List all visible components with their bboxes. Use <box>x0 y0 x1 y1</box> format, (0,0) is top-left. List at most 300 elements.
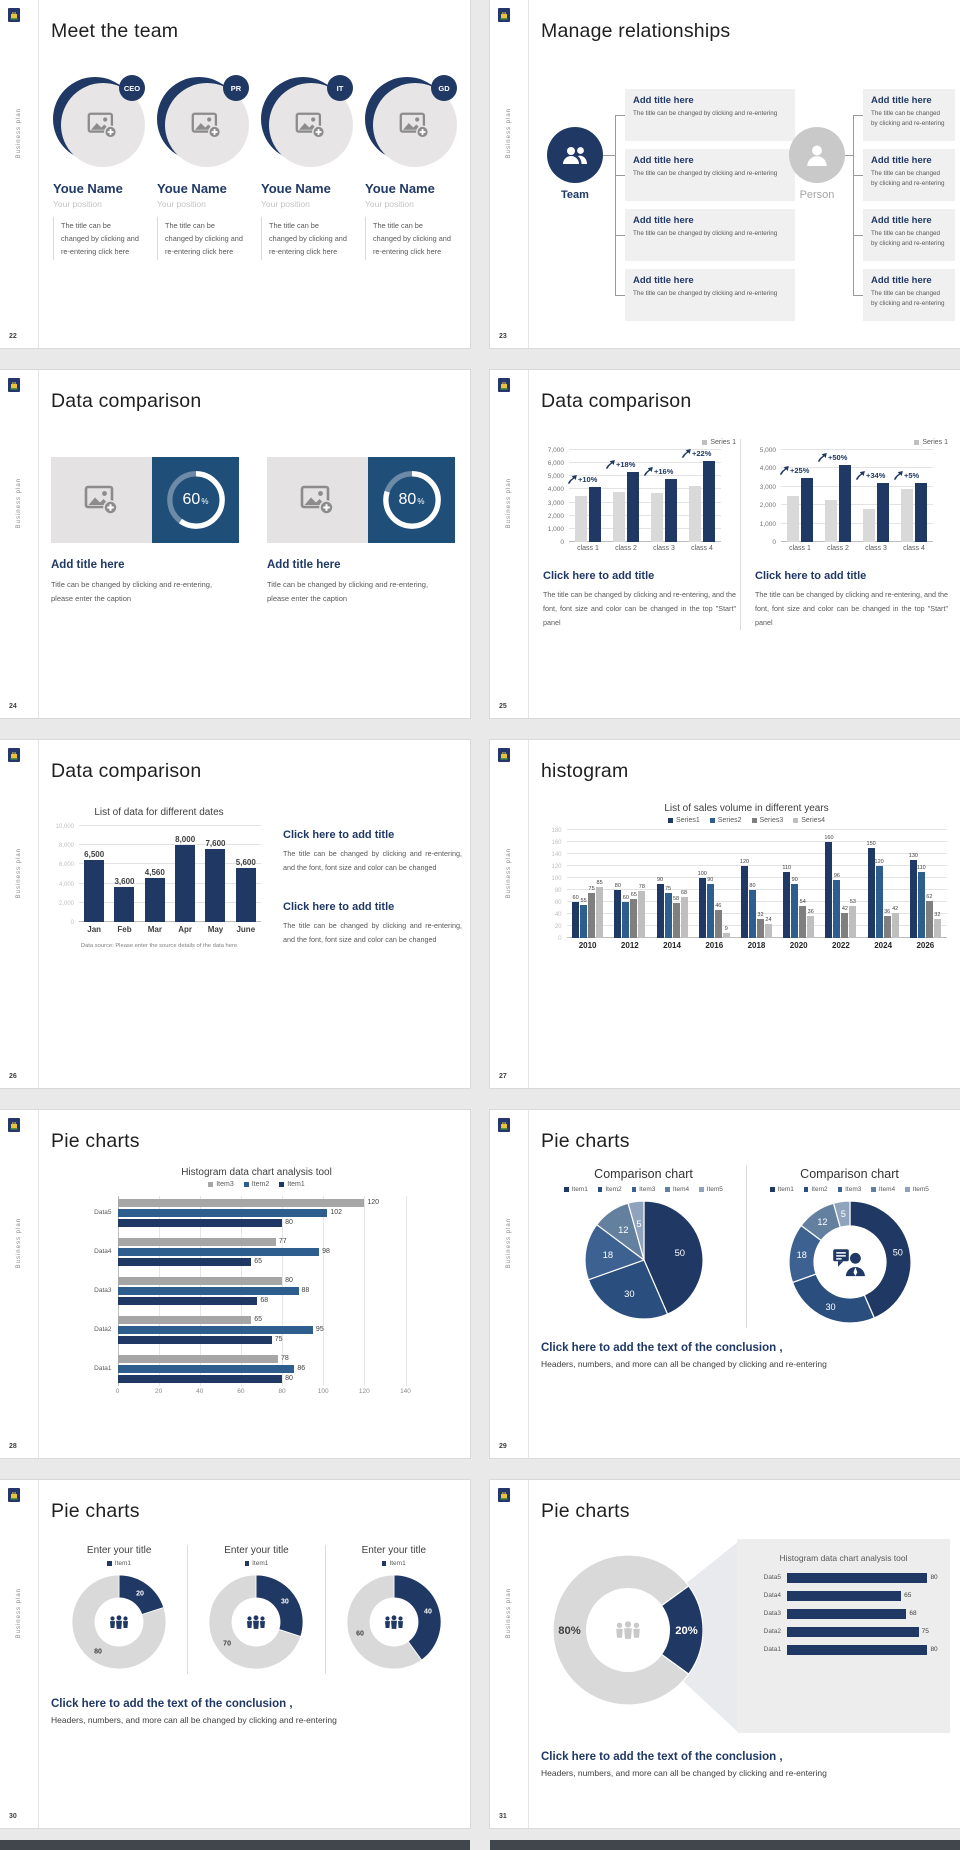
legend-swatch-icon <box>905 1187 910 1192</box>
add-title-box <box>625 209 795 261</box>
svg-text:50: 50 <box>674 1246 685 1258</box>
sidebar-vertical-text: Business plan <box>16 1218 22 1269</box>
bar: 90 <box>707 884 714 938</box>
chart-title: Histogram data chart analysis tool <box>181 1167 332 1178</box>
box-desc: The title can be changed by clicking and re-entering <box>871 290 945 307</box>
chart-legend <box>541 1186 746 1193</box>
pct-annotation: +50% <box>817 452 847 462</box>
slide-rail <box>0 370 39 718</box>
legend-swatch-icon <box>279 1182 284 1187</box>
bar: 96 <box>833 880 840 938</box>
chart-legend <box>543 439 736 446</box>
slide-title: Data comparison <box>541 390 692 412</box>
chart-legend <box>747 1186 952 1193</box>
legend-swatch-icon <box>245 1561 250 1566</box>
sidebar-vertical-text: Business plan <box>506 478 512 529</box>
bar: 60 <box>622 902 629 938</box>
svg-text:12: 12 <box>816 1216 827 1227</box>
bar: 120 <box>876 866 883 938</box>
slide-title: Pie charts <box>51 1130 140 1152</box>
person-icon <box>804 142 830 168</box>
svg-text:80%: 80% <box>558 1624 581 1637</box>
page-number: 31 <box>499 1813 507 1820</box>
bar <box>118 1277 283 1285</box>
bar: 60 <box>572 902 579 938</box>
svg-text:20%: 20% <box>675 1624 698 1637</box>
legend-item: Item3 <box>632 1186 656 1193</box>
chart-legend <box>326 1560 462 1567</box>
member-position: Your position <box>53 199 102 209</box>
team-member-card <box>261 75 355 260</box>
bar <box>575 496 587 542</box>
caption-text: The title can be changed by clicking and re-entering, and the font, font size and color can be changed in the top "Start" panel <box>543 590 736 628</box>
legend-swatch-icon <box>793 818 798 823</box>
bar: 46 <box>715 910 722 938</box>
chart-title: List of sales volume in different years <box>664 803 829 814</box>
svg-text:30: 30 <box>281 1598 290 1606</box>
image-placeholder-icon <box>295 112 327 139</box>
role-badge: CEO <box>119 75 145 101</box>
donut-panel <box>51 1545 187 1674</box>
donut-title: Enter your title <box>86 1545 152 1556</box>
caption-title: Click here to add title <box>543 570 655 582</box>
svg-text:5: 5 <box>635 1218 642 1230</box>
next-row-slide-top[interactable] <box>490 1840 960 1850</box>
legend-item: Item1 <box>382 1560 406 1567</box>
people-group-icon <box>381 1613 407 1630</box>
caption-title: Click here to add title <box>283 829 395 841</box>
team-icon-circle <box>547 127 603 183</box>
increase-arrow-icon <box>605 459 615 469</box>
increase-arrow-icon <box>567 474 577 484</box>
slide-rail <box>0 0 39 348</box>
pie-panel <box>746 1165 952 1328</box>
member-desc: The title can be changed by clicking and re-entering click here <box>157 217 243 260</box>
sidebar-vertical-text: Business plan <box>506 1218 512 1269</box>
sidebar-vertical-text: Business plan <box>506 108 512 159</box>
legend-swatch-icon <box>804 1187 809 1192</box>
bar <box>877 483 889 542</box>
slide-thumbnail-27[interactable] <box>490 740 960 1088</box>
percent-ring-panel <box>152 457 239 543</box>
relationship-diagram <box>541 49 952 335</box>
connector-line <box>853 115 863 116</box>
legend-swatch-icon <box>208 1182 213 1187</box>
histogram-panel <box>541 803 952 959</box>
page-number: 25 <box>499 703 507 710</box>
legend-swatch-icon <box>871 1187 876 1192</box>
bar: 53 <box>849 906 856 938</box>
member-name: Youe Name <box>53 181 123 196</box>
bar <box>118 1336 272 1344</box>
legend-item: Item4 <box>871 1186 895 1193</box>
increase-arrow-icon <box>681 448 691 458</box>
sidebar-vertical-text: Business plan <box>16 1588 22 1639</box>
box-desc: The title can be changed by clicking and re-entering <box>871 230 945 247</box>
pct-annotation: +5% <box>893 470 919 480</box>
bar <box>118 1316 252 1324</box>
slide-thumbnail-28[interactable] <box>0 1110 470 1458</box>
bar <box>118 1297 258 1305</box>
bar: 100 <box>699 878 706 938</box>
bar <box>613 492 625 542</box>
legend-swatch-icon <box>382 1561 387 1566</box>
bar <box>118 1209 328 1217</box>
team-label: Team <box>561 189 589 201</box>
box-title: Add title here <box>633 155 694 166</box>
team-member-card <box>53 75 147 260</box>
legend-swatch-icon <box>107 1561 112 1566</box>
legend-item: Item5 <box>699 1186 723 1193</box>
legend-item: Series3 <box>752 817 784 824</box>
slide-thumbnail-24[interactable] <box>0 370 470 718</box>
bar: 32 <box>757 919 764 938</box>
chart-legend <box>188 1560 324 1567</box>
slide-thumbnail-22[interactable] <box>0 0 470 348</box>
box-title: Add title here <box>871 95 932 106</box>
donut-to-bars-diagram <box>541 1533 952 1741</box>
donut-title: Enter your title <box>361 1545 427 1556</box>
role-badge: GD <box>431 75 457 101</box>
slide-title: Pie charts <box>541 1500 630 1522</box>
legend-item: Series1 <box>668 817 700 824</box>
svg-text:30: 30 <box>824 1301 836 1312</box>
pie-title: Comparison chart <box>800 1167 899 1181</box>
conclusion-text: Headers, numbers, and more can all be changed by clicking and re-entering <box>541 1359 827 1369</box>
horizontal-bar-chart: 0 20 40 60 80 100 120 140 Data5 120 102 80 Data4 77 98 65 Data3 80 88 68 Data2 65 95 75 Data1 78 86 80 <box>82 1196 432 1400</box>
slide-title: Meet the team <box>51 20 179 42</box>
logo-icon <box>498 748 510 762</box>
pie-panel <box>541 1165 746 1328</box>
legend-swatch-icon <box>838 1187 843 1192</box>
legend-item: Item4 <box>665 1186 689 1193</box>
pct-annotation: +25% <box>779 465 809 475</box>
legend-item: Item1 <box>245 1560 269 1567</box>
slide-rail <box>490 1480 529 1828</box>
slide-title: Manage relationships <box>541 20 731 42</box>
member-position: Your position <box>365 199 414 209</box>
logo-icon <box>8 1488 20 1502</box>
svg-text:30: 30 <box>623 1287 635 1299</box>
bar <box>118 1365 295 1373</box>
legend-swatch-icon <box>770 1187 775 1192</box>
caption-title: Click here to add title <box>755 570 867 582</box>
add-title-box <box>863 269 955 321</box>
team-members <box>51 75 462 260</box>
legend-swatch-icon <box>244 1182 249 1187</box>
bar: 58 <box>673 903 680 938</box>
bar: 75 <box>588 893 595 938</box>
bar <box>703 461 715 542</box>
connector-line <box>853 295 863 296</box>
column-chart: 0 2,000 4,000 6,000 8,000 10,000 6,500 3,600 4,560 8,000 7,600 5,600 Jan Feb Mar Apr May June <box>51 826 261 937</box>
bar <box>118 1326 313 1334</box>
comparison-cards <box>51 457 462 607</box>
sidebar-vertical-text: Business plan <box>506 1588 512 1639</box>
member-position: Your position <box>261 199 310 209</box>
conclusion-text: Headers, numbers, and more can all be changed by clicking and re-entering <box>541 1768 827 1778</box>
person-icon-circle <box>789 127 845 183</box>
bar: 80 <box>749 890 756 938</box>
logo-icon <box>8 1118 20 1132</box>
connector-line <box>603 155 615 156</box>
slide-thumbnail-23[interactable] <box>490 0 960 348</box>
bar <box>901 489 913 542</box>
bar: 90 <box>791 884 798 938</box>
connector-line <box>845 155 853 156</box>
conclusion-text: Headers, numbers, and more can all be changed by clicking and re-entering <box>51 1715 337 1725</box>
logo-icon <box>8 8 20 22</box>
chart-panel <box>740 439 952 630</box>
image-placeholder-icon <box>399 112 431 139</box>
horizontal-bar-chart: Data5 80 Data4 65 Data3 68 Data2 75 Data1 80 <box>763 1573 938 1653</box>
chart-panels <box>541 439 952 630</box>
conclusion <box>541 1751 952 1778</box>
legend-item: Series2 <box>710 817 742 824</box>
legend-item: Item3 <box>208 1181 234 1188</box>
bar <box>118 1258 252 1266</box>
next-row-slide-top[interactable] <box>0 1840 470 1850</box>
bar <box>651 493 663 542</box>
legend-item: Item2 <box>598 1186 622 1193</box>
column-chart: 0 1,000 2,000 3,000 4,000 5,000 +25% +50% +34% +5% class 1 class 2 class 3 class 4 <box>755 450 933 558</box>
member-desc: The title can be changed by clicking and re-entering click here <box>53 217 139 260</box>
percent-ring-panel <box>368 457 455 543</box>
slide-title: Data comparison <box>51 760 202 782</box>
card-title: Add title here <box>267 559 341 571</box>
sidebar-vertical-text: Business plan <box>16 478 22 529</box>
increase-arrow-icon <box>643 466 653 476</box>
bar <box>689 486 701 543</box>
pct-annotation: +18% <box>605 459 635 469</box>
connector-line <box>615 295 625 296</box>
bar: 75 <box>665 893 672 938</box>
bar <box>787 1591 901 1601</box>
bar: 130 <box>910 860 917 938</box>
chart-legend <box>541 817 952 824</box>
legend-swatch-icon <box>564 1187 569 1192</box>
bar: 80 <box>614 890 621 938</box>
bar: 8,000 <box>175 845 195 922</box>
card-desc: Title can be changed by clicking and re-entering, please enter the caption <box>51 580 213 604</box>
column-chart: 0 1,000 2,000 3,000 4,000 5,000 6,000 7,000 +10% +18% +16% +22% class 1 class 2 class 3 class 4 <box>543 450 721 558</box>
slide-title: histogram <box>541 760 629 782</box>
bar: 90 <box>657 884 664 938</box>
avatar <box>261 75 355 169</box>
page-number: 27 <box>499 1073 507 1080</box>
image-placeholder-icon <box>191 112 223 139</box>
team-member-card <box>157 75 251 260</box>
avatar <box>53 75 147 169</box>
legend-item: Item1 <box>564 1186 588 1193</box>
box-desc: The title can be changed by clicking and re-entering <box>633 110 778 117</box>
page-number: 26 <box>9 1073 17 1080</box>
legend-item: Item1 <box>770 1186 794 1193</box>
bar: 62 <box>926 901 933 938</box>
pct-annotation: +10% <box>567 474 597 484</box>
slide-title: Pie charts <box>51 1500 140 1522</box>
add-title-box <box>625 269 795 321</box>
bar: 5,600 <box>236 868 256 922</box>
bar <box>665 479 677 542</box>
slide-thumbnail-26[interactable] <box>0 740 470 1088</box>
logo-icon <box>498 378 510 392</box>
legend-item: Item1 <box>279 1181 305 1188</box>
slide-thumbnail-31[interactable] <box>490 1480 960 1828</box>
box-desc: The title can be changed by clicking and re-entering <box>871 110 945 127</box>
legend-item: Item2 <box>804 1186 828 1193</box>
legend-swatch-icon <box>699 1187 704 1192</box>
legend-item: Item3 <box>838 1186 862 1193</box>
chart-title: Histogram data chart analysis tool <box>779 1553 908 1563</box>
page-number: 23 <box>499 333 507 340</box>
member-name: Youe Name <box>365 181 435 196</box>
caption-text: The title can be changed by clicking and re-entering, and the font, font size and color can be changed <box>283 849 462 873</box>
conclusion-title: Click here to add the text of the conclusion , <box>51 1698 293 1710</box>
donut-panel <box>325 1545 462 1674</box>
svg-text:80: 80 <box>94 1648 103 1656</box>
bar: 24 <box>765 924 772 938</box>
box-title: Add title here <box>633 215 694 226</box>
caption-block <box>283 829 462 875</box>
page-number: 29 <box>499 1443 507 1450</box>
donut-title: Enter your title <box>224 1545 289 1556</box>
increase-arrow-icon <box>893 470 903 480</box>
slide-thumbnail-30[interactable] <box>0 1480 470 1828</box>
logo-icon <box>8 378 20 392</box>
bar: 9 <box>723 933 730 938</box>
bar: 65 <box>630 899 637 938</box>
legend-swatch-icon <box>665 1187 670 1192</box>
bar: 110 <box>918 872 925 938</box>
donut-panels <box>51 1545 462 1674</box>
people-group-icon <box>106 1613 132 1630</box>
member-desc: The title can be changed by clicking and re-entering click here <box>261 217 347 260</box>
slide-rail <box>490 370 529 718</box>
slide-rail <box>0 1480 39 1828</box>
slide-rail <box>490 0 529 348</box>
slide-title: Data comparison <box>51 390 202 412</box>
bar: 120 <box>741 866 748 938</box>
legend-swatch-icon <box>632 1187 637 1192</box>
logo-icon <box>498 1118 510 1132</box>
chart-legend <box>51 1181 462 1188</box>
svg-text:5: 5 <box>840 1208 846 1219</box>
image-placeholder-icon <box>84 485 120 515</box>
member-desc: The title can be changed by clicking and re-entering click here <box>365 217 451 260</box>
connector-line <box>853 175 863 176</box>
bar <box>118 1219 283 1227</box>
image-placeholder-icon <box>87 112 119 139</box>
connector-line <box>853 235 863 236</box>
bar-chart-panel <box>51 807 267 949</box>
svg-text:60: 60 <box>355 1630 364 1638</box>
pie-panels <box>541 1165 952 1328</box>
logo-icon <box>498 8 510 22</box>
consultant-icon <box>832 1248 868 1277</box>
image-placeholder-icon <box>300 485 336 515</box>
add-title-box <box>625 89 795 141</box>
connector-line <box>615 235 625 236</box>
conclusion-title: Click here to add the text of the conclusion , <box>541 1751 783 1763</box>
legend-swatch-icon <box>752 818 757 823</box>
column-chart: 0 20 40 60 80 100 120 140 160 180 60 55 75 85 80 60 65 78 90 75 58 68 100 90 46 9 120 80 32 24 110 90 54 36 160 96 42 53 150 120 36 42 130 110 62 32 2010 2012 2014 2016 2018 2020 2022 2024 2026 <box>547 830 947 954</box>
caption-column <box>267 807 462 949</box>
pct-annotation: +34% <box>855 470 885 480</box>
bar <box>787 1627 919 1637</box>
conclusion <box>541 1342 952 1369</box>
bar <box>825 500 837 542</box>
team-icon <box>560 145 590 165</box>
member-name: Youe Name <box>157 181 227 196</box>
pct-annotation: +22% <box>681 448 711 458</box>
add-title-box <box>625 149 795 201</box>
slide-thumbnail-25[interactable] <box>490 370 960 718</box>
people-group-icon <box>243 1613 269 1630</box>
bar <box>787 1609 906 1619</box>
conclusion <box>51 1698 462 1725</box>
slide-rail <box>0 740 39 1088</box>
page-number: 28 <box>9 1443 17 1450</box>
increase-arrow-icon <box>817 452 827 462</box>
person-label: Person <box>799 189 835 201</box>
box-title: Add title here <box>633 95 694 106</box>
caption-block <box>283 901 462 947</box>
bar: 36 <box>807 916 814 938</box>
box-title: Add title here <box>871 275 932 286</box>
add-title-box <box>863 149 955 201</box>
box-title: Add title here <box>871 155 932 166</box>
hbar-chart-panel <box>51 1167 462 1405</box>
conclusion-title: Click here to add the text of the conclusion , <box>541 1342 783 1354</box>
mini-bar-panel <box>737 1539 950 1733</box>
bar: 68 <box>681 897 688 938</box>
legend-swatch-icon <box>914 440 919 445</box>
logo-icon <box>8 748 20 762</box>
bar <box>118 1287 299 1295</box>
chart-panel <box>541 439 740 630</box>
bar: 160 <box>825 842 832 938</box>
image-placeholder <box>51 457 152 543</box>
caption-text: The title can be changed by clicking and re-entering, and the font, font size and color can be changed in the top "Start" panel <box>755 590 948 628</box>
slide-thumbnail-29[interactable] <box>490 1110 960 1458</box>
bar <box>839 465 851 542</box>
svg-text:40: 40 <box>423 1608 432 1616</box>
connector-line <box>615 175 625 176</box>
chart-footnote: Data source: Please enter the source details of the data here <box>80 943 238 949</box>
page-number: 22 <box>9 333 17 340</box>
sidebar-vertical-text: Business plan <box>506 848 512 899</box>
bar: 3,600 <box>114 887 134 922</box>
card-title: Add title here <box>51 559 125 571</box>
bar <box>915 483 927 542</box>
sidebar-vertical-text: Business plan <box>16 848 22 899</box>
bar: 110 <box>783 872 790 938</box>
legend-swatch-icon <box>710 818 715 823</box>
pct-annotation: +16% <box>643 466 673 476</box>
sidebar-vertical-text: Business plan <box>16 108 22 159</box>
svg-text:50: 50 <box>892 1247 903 1258</box>
slide-rail <box>490 740 529 1088</box>
chart-legend <box>51 1560 187 1567</box>
box-desc: The title can be changed by clicking and re-entering <box>633 230 778 237</box>
page-number: 30 <box>9 1813 17 1820</box>
bar <box>118 1355 278 1363</box>
box-desc: The title can be changed by clicking and re-entering <box>633 290 778 297</box>
bar <box>118 1199 365 1207</box>
svg-text:18: 18 <box>796 1249 807 1260</box>
legend-item: Series4 <box>793 817 825 824</box>
